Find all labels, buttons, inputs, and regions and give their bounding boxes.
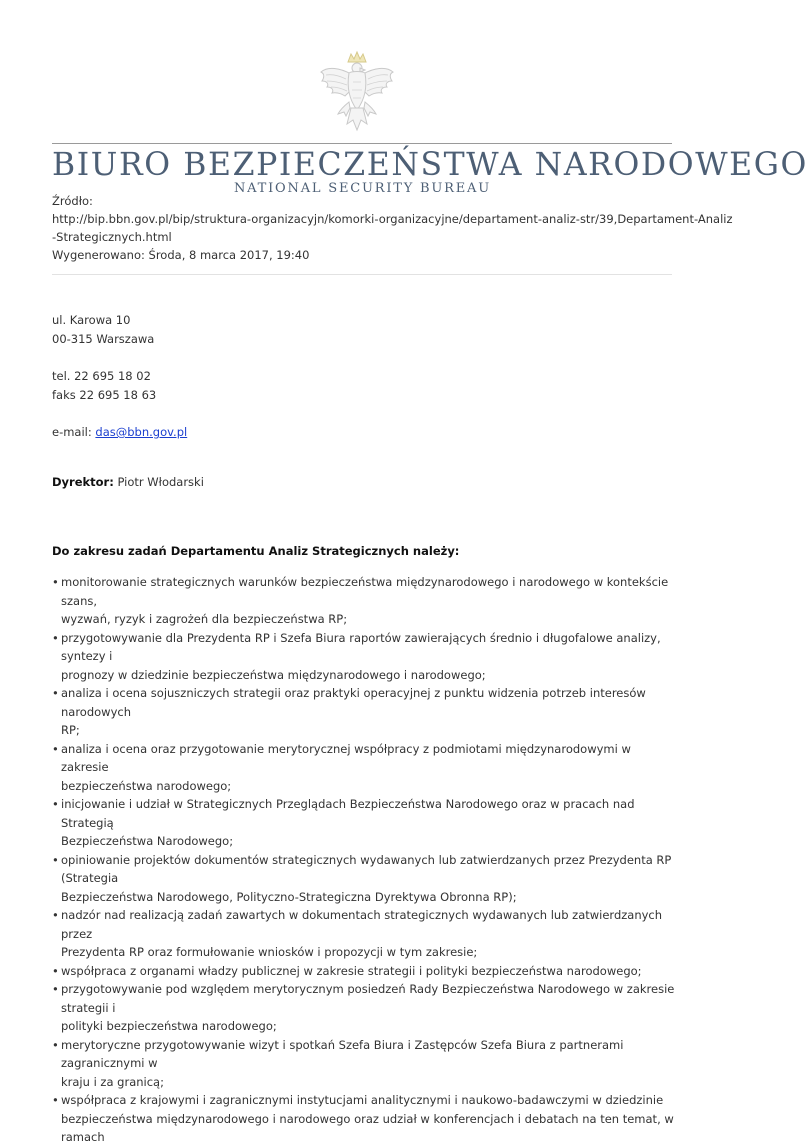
tasks-list [52, 573, 677, 1147]
list-item [52, 740, 677, 796]
list-item-line: kraju i za granicą; [61, 1074, 164, 1089]
director-name: Piotr Włodarski [117, 475, 204, 489]
list-item-line: Bezpieczeństwa Narodowego, Polityczno-Strategiczna Dyrektywa Obronna RP); [61, 889, 517, 904]
list-item-line: nadzór nad realizacją zadań zawartych w dokumentach strategicznych wydawanych lub zatwierdzanych przez [61, 908, 663, 941]
list-item-line: monitorowanie strategicznych warunków bezpieczeństwa międzynarodowego i narodowego w kontekście szans, [61, 575, 669, 608]
list-item-line: przygotowywanie pod względem merytorycznym posiedzeń Rady Bezpieczeństwa Narodowego w zakresie strategii i [61, 982, 675, 1015]
list-item-line: bezpieczeństwa międzynarodowego i narodowego oraz udział w konferencjach i debatach na ten temat, w ramach [61, 1111, 674, 1144]
list-item-line: współpraca z krajowymi i zagranicznymi instytucjami analitycznymi i naukowo-badawczymi w dziedzinie [61, 1093, 664, 1107]
list-item-line: przygotowywanie dla Prezydenta RP i Szefa Biura raportów zawierających średnio i długofalowe analizy, syntezy i [61, 630, 661, 663]
source-url-line-1: http://bip.bbn.gov.pl/bip/struktura-organizacyjn/komorki-organizacyjne/departament-analiz-str/39,Departament-Analiz [52, 212, 733, 226]
list-item [52, 906, 677, 962]
list-item-line: analiza i ocena sojuszniczych strategii oraz praktyki operacyjnej z punktu widzenia potrzeb interesów narodowych [61, 686, 646, 719]
bureau-subtitle: NATIONAL SECURITY BUREAU [234, 181, 491, 196]
phone-number: tel. 22 695 18 02 [52, 369, 151, 383]
address-city: 00-315 Warszawa [52, 332, 155, 346]
bureau-title: BIURO BEZPIECZEŃSTWA NARODOWEGO [52, 147, 808, 183]
address-street: ul. Karowa 10 [52, 313, 131, 327]
list-item [52, 629, 677, 685]
tasks-heading-text: Do zakresu zadań Departamentu Analiz Strategicznych należy: [52, 544, 460, 558]
source-meta [52, 192, 733, 264]
director-label: Dyrektor: [52, 475, 114, 489]
tasks-heading [52, 542, 459, 560]
list-item-line: Prezydenta RP oraz formułowanie wniosków i propozycji w tym zakresie; [61, 945, 478, 959]
email-line [52, 423, 187, 441]
list-item-line: prognozy w dziedzinie bezpieczeństwa międzynarodowego i narodowego; [61, 667, 486, 682]
list-item [52, 684, 677, 740]
section-divider [52, 274, 672, 275]
list-item [52, 962, 677, 981]
white-eagle-emblem-icon [318, 50, 396, 136]
list-item [52, 980, 677, 1036]
list-item-line: inicjowanie i udział w Strategicznych Przeglądach Bezpieczeństwa Narodowego oraz w pracach nad Strategią [61, 797, 635, 830]
list-item-line: polityki bezpieczeństwa narodowego; [61, 1019, 277, 1033]
list-item-line: Bezpieczeństwa Narodowego; [61, 834, 234, 848]
list-item-line: wyzwań, ryzyk i zagrożeń dla bezpieczeństwa RP; [61, 612, 348, 626]
list-item-line: RP; [61, 723, 80, 737]
list-item-line: bezpieczeństwa narodowego; [61, 778, 232, 793]
email-link[interactable]: das@bbn.gov.pl [95, 425, 188, 439]
list-item [52, 1036, 677, 1092]
source-url-line-2: -Strategicznych.html [52, 230, 172, 244]
list-item [52, 573, 677, 629]
list-item [52, 851, 677, 907]
list-item [52, 1091, 677, 1147]
list-item-line: współpraca z organami władzy publicznej w zakresie strategii i polityki bezpieczeństwa narodowego; [61, 963, 642, 978]
director-line [52, 473, 204, 491]
list-item-line: analiza i ocena oraz przygotowanie merytorycznej współpracy z podmiotami międzynarodowymi w zakresie [61, 741, 631, 774]
source-label: Źródło: [52, 194, 93, 208]
list-item-line: merytoryczne przygotowywanie wizyt i spotkań Szefa Biura i Zastępców Szefa Biura z partnerami zagranicznymi w [61, 1037, 624, 1070]
list-item-line: opiniowanie projektów dokumentów strategicznych wydawanych lub zatwierdzanych przez Prezydenta RP (Strategia [61, 852, 672, 885]
generated-date: Wygenerowano: Środa, 8 marca 2017, 19:40 [52, 248, 310, 262]
email-label: e-mail: [52, 425, 92, 439]
header-rule [52, 143, 672, 144]
list-item [52, 795, 677, 851]
fax-number: faks 22 695 18 63 [52, 388, 157, 402]
